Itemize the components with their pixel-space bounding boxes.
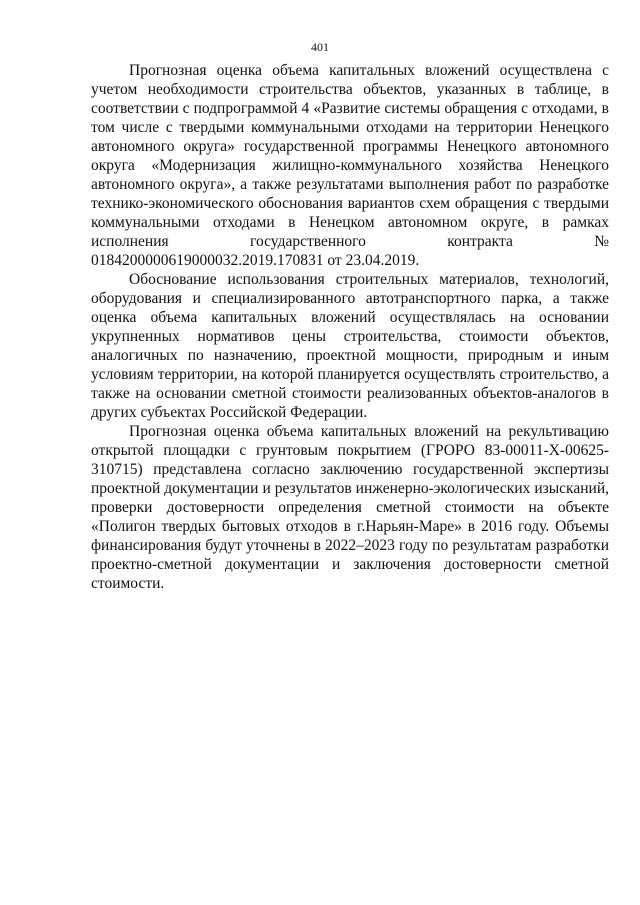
paragraph-capital-investment-estimate: Прогнозная оценка объема капитальных вложений осуществлена с учетом необходимости строительства объектов, указанных в таблице, в соответствии с подпрограммой 4 «Развитие системы обращения с отходами, в том числе с твердыми коммунальными отходами на территории Ненецкого автономного округа» государственной программы Ненецкого автономного округа «Модернизация жилищно-коммунального хозяйства Ненецкого автономного округа», а также результатами выполнения работ по разработке технико-экономического обоснования вариантов схем обращения с твердыми коммунальными отходами в Ненецком автономном округе, в рамках исполнения государственного контракта № 0184200000619000032.2019.170831 от 23.04.2019. [91, 62, 609, 269]
page-number: 401 [311, 40, 329, 54]
document-body [91, 61, 609, 593]
paragraph-materials-justification: Обоснование использования строительных материалов, технологий, оборудования и специализированного автотранспортного парка, а также оценка объема капитальных вложений осуществлялась на основании укрупненных нормативов цены строительства, стоимости объектов, аналогичных по назначению, проектной мощности, природным и иным условиям территории, на которой планируется осуществлять строительство, а также на основании сметной стоимости реализованных объектов-аналогов в других субъектах Российской Федерации. [91, 271, 609, 421]
paragraph-recultivation-estimate: Прогнозная оценка объема капитальных вложений на рекультивацию открытой площадки с грунтовым покрытием (ГРОРО 83-00011-Х-00625-310715) представлена согласно заключению государственной экспертизы проектной документации и результатов инженерно-экологических изысканий, проверки достоверности определения сметной стоимости на объекте «Полигон твердых бытовых отходов в г.Нарьян-Маре» в 2016 году. Объемы финансирования будут уточнены в 2022–2023 году по результатам разработки проектно-сметной документации и заключения достоверности сметной стоимости. [91, 423, 609, 592]
